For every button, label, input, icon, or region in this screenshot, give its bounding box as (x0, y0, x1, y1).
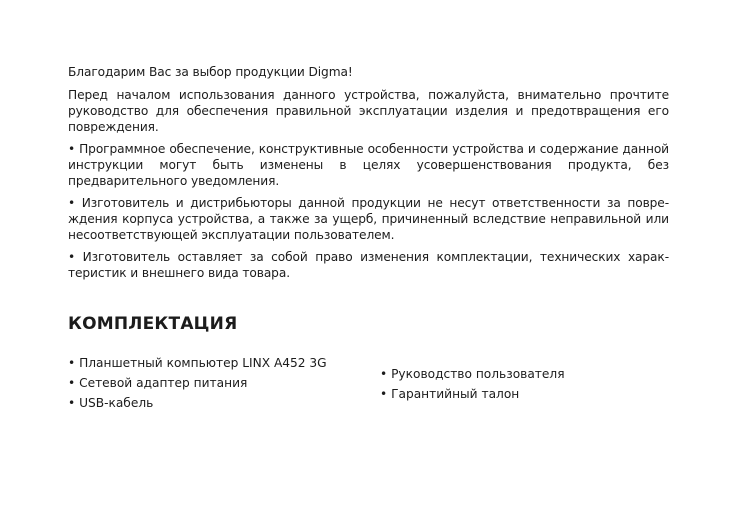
thanks-text: Благодарим Вас за выбор продукции Digma! (68, 65, 353, 79)
package-item-warranty-card: • Гарантийный талон (380, 387, 520, 401)
package-item-usb-cable: • USB-кабель (68, 396, 154, 410)
notice-liability: • Изготовитель и дистрибьюторы данной продукции не несут ответственности за повре-ждения корпуса устройства, а также за ущерб, причиненный вследствие неправильной или несоответствующей эксплуатации пользователем. (68, 196, 669, 242)
read-first-text: Перед началом использования данного устройства, пожалуйста, внимательно прочтите руководство для обеспечения правильной эксплуатации изделия и предотвращения его повреждения. (68, 88, 669, 134)
notice-specification-changes: • Изготовитель оставляет за собой право изменения комплектации, технических харак-теристик и внешнего вида товара. (68, 250, 669, 280)
package-section-title: КОМПЛЕКТАЦИЯ (68, 314, 238, 334)
package-item-tablet: • Планшетный компьютер LINX A452 3G (68, 356, 327, 370)
package-item-power-adapter: • Сетевой адаптер питания (68, 376, 248, 390)
notice-software-changes: • Программное обеспечение, конструктивные особенности устройства и содержание данной инструкции могут быть изменены в целях усовершенствования продукта, без предварительного уведомления. (68, 142, 669, 188)
package-contents-right-column (380, 364, 565, 404)
package-item-user-manual: • Руководство пользователя (380, 367, 565, 381)
package-contents-list (68, 353, 669, 413)
package-contents-left-column (68, 353, 327, 413)
document-page (68, 64, 669, 413)
